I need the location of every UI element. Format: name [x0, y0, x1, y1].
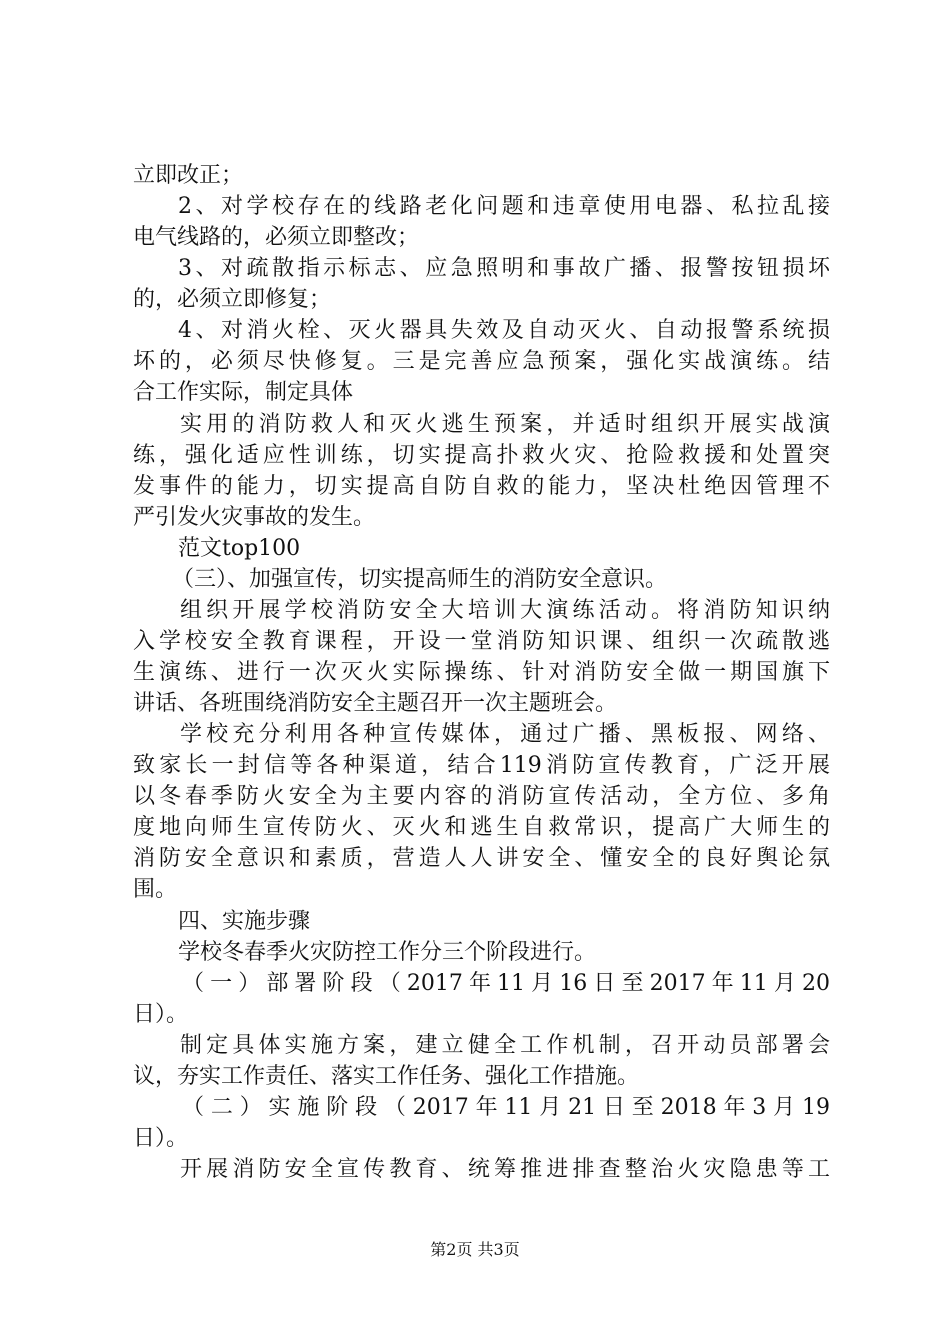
text-line: 度地向师生宣传防火、灭火和逃生自救常识，提高广大师生的	[133, 815, 830, 840]
text-line: 练，强化适应性训练，切实提高扑救火灾、抢险救援和处置突	[133, 443, 830, 468]
text-line: （二）实施阶段（2017年11月21日至2018年3月19	[182, 1095, 830, 1120]
text-line: 实用的消防救人和灭火逃生预案，并适时组织开展实战演	[180, 412, 830, 437]
text-line: 议，夯实工作责任、落实工作任务、强化工作措施。	[133, 1064, 640, 1089]
text-line: 严引发火灾事故的发生。	[133, 505, 376, 530]
text-line: 范文top100	[178, 536, 301, 561]
text-line: （三）、加强宣传，切实提高师生的消防安全意识。	[172, 567, 668, 592]
text-line: 日）。	[133, 1126, 189, 1151]
text-line: 发事件的能力，切实提高自防自救的能力，坚决杜绝因管理不	[133, 474, 830, 499]
text-line: 学校充分利用各种宣传媒体，通过广播、黑板报、网络、	[180, 722, 830, 747]
text-line: 讲话、各班围绕消防安全主题召开一次主题班会。	[133, 691, 618, 716]
text-line: 以冬春季防火安全为主要内容的消防宣传活动，全方位、多角	[133, 784, 830, 809]
text-line: 入学校安全教育课程，开设一堂消防知识课、组织一次疏散逃	[133, 629, 830, 654]
text-line: 消防安全意识和素质，营造人人讲安全、懂安全的良好舆论氛	[133, 846, 830, 871]
text-line: 3、对疏散指示标志、应急照明和事故广播、报警按钮损坏	[178, 256, 830, 281]
text-line: 学校冬春季火灾防控工作分三个阶段进行。	[178, 940, 597, 965]
text-line: 组织开展学校消防安全大培训大演练活动。将消防知识纳	[180, 598, 830, 623]
text-line: 坏的，必须尽快修复。三是完善应急预案，强化实战演练。结	[133, 349, 830, 374]
text-line: 的，必须立即修复；	[133, 287, 332, 312]
text-line: 2、对学校存在的线路老化问题和违章使用电器、私拉乱接	[178, 194, 830, 219]
text-line: 立即改正；	[133, 163, 244, 188]
text-line: 制定具体实施方案，建立健全工作机制，召开动员部署会	[180, 1033, 830, 1058]
text-line: 生演练、进行一次灭火实际操练、针对消防安全做一期国旗下	[133, 660, 830, 685]
text-line: （一）部署阶段（2017年11月16日至2017年11月20	[182, 971, 830, 996]
page-number-footer: 第2页 共3页	[430, 1240, 520, 1259]
text-line: 致家长一封信等各种渠道，结合119消防宣传教育，广泛开展	[133, 753, 830, 778]
text-line: 开展消防安全宣传教育、统筹推进排查整治火灾隐患等工	[180, 1157, 830, 1182]
text-line: 电气线路的，必须立即整改；	[133, 225, 420, 250]
text-line: 4、对消火栓、灭火器具失效及自动灭火、自动报警系统损	[178, 318, 830, 343]
text-line: 合工作实际，制定具体	[133, 380, 354, 405]
text-line: 日）。	[133, 1002, 189, 1027]
text-line: 四、实施步骤	[178, 909, 311, 934]
text-line: 围。	[133, 877, 178, 902]
